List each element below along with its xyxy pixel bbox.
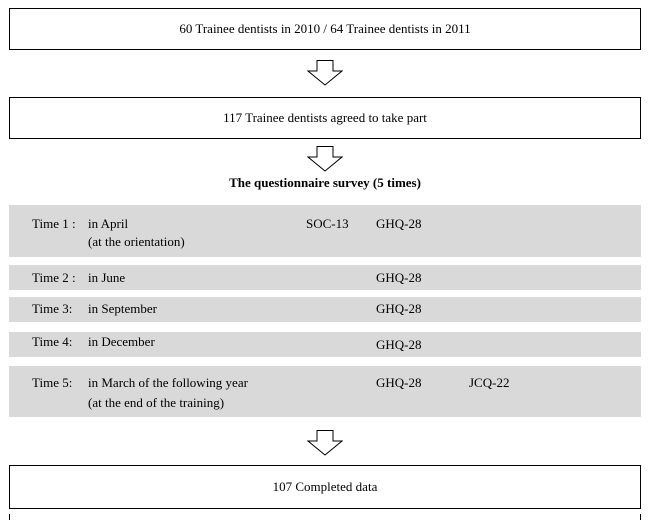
time-label: Time 1 : xyxy=(32,216,76,231)
time-row xyxy=(9,366,641,417)
completed-box xyxy=(9,465,641,509)
questionnaire-ghq: GHQ-28 xyxy=(376,301,422,316)
time-row xyxy=(9,205,641,257)
agreed-text: 117 Trainee dentists agreed to take part xyxy=(223,110,427,125)
completed-text: 107 Completed data xyxy=(272,479,378,494)
time-when: in June xyxy=(88,270,126,285)
time-row xyxy=(9,265,641,290)
time-note: (at the orientation) xyxy=(88,234,185,249)
time-when: in March of the following year xyxy=(88,375,248,390)
time-row xyxy=(9,332,641,357)
time-label: Time 4: xyxy=(32,334,73,349)
agreed-box xyxy=(9,97,641,139)
questionnaire-ghq: GHQ-28 xyxy=(376,270,422,285)
time-when: in September xyxy=(88,301,157,316)
time-when: in December xyxy=(88,334,155,349)
time-note: (at the end of the training) xyxy=(88,395,225,410)
time-when: in April xyxy=(88,216,129,231)
time-label: Time 5: xyxy=(32,375,73,390)
cropped-box-edge xyxy=(9,514,641,520)
participants-text: 60 Trainee dentists in 2010 / 64 Trainee dentists in 2011 xyxy=(179,21,471,36)
down-arrow-icon xyxy=(307,60,343,86)
questionnaire-ghq: GHQ-28 xyxy=(376,337,422,352)
down-arrow-icon xyxy=(307,146,343,172)
down-arrow-icon xyxy=(307,430,343,456)
questionnaire-soc: SOC-13 xyxy=(306,216,349,231)
time-label: Time 2 : xyxy=(32,270,76,285)
time-row xyxy=(9,297,641,322)
survey-title: The questionnaire survey (5 times) xyxy=(229,175,421,190)
participants-box xyxy=(9,8,641,50)
questionnaire-jcq: JCQ-22 xyxy=(469,375,510,390)
questionnaire-ghq: GHQ-28 xyxy=(376,216,422,231)
questionnaire-ghq: GHQ-28 xyxy=(376,375,422,390)
time-label: Time 3: xyxy=(32,301,73,316)
